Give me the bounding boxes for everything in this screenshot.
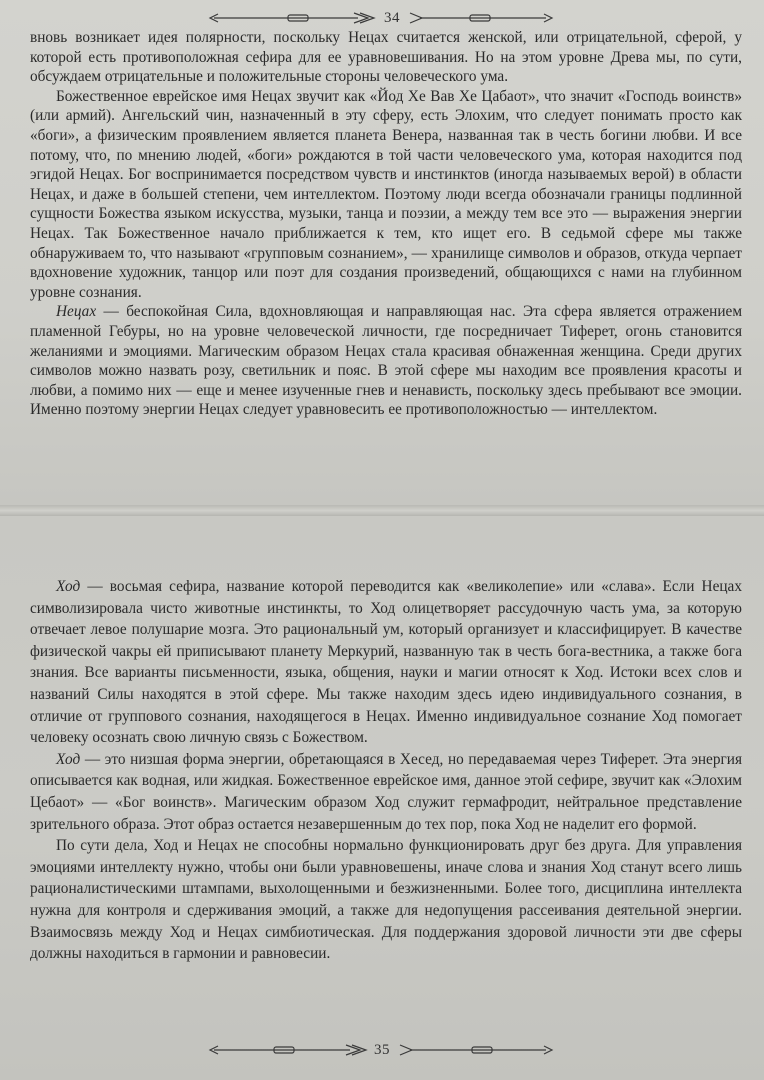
paragraph: Ход — это низшая форма энергии, обретающаяся в Хесед, но передаваемая через Тиферет. Эта энергия описывается как водная, или жидкая. Божественное еврейское имя, данное этой сефире, звучит как «Элохим Цебаот» — «Бог воинств». Магическим образом Ход служит гермафродит, нейтральное представление зрительного образа. Этот образ остается незавершенным до тех пор, пока Ход не наделит его формой. (30, 750, 742, 833)
paragraph-lead-term: Ход (56, 750, 81, 768)
page-number: 35 (374, 1041, 390, 1058)
paragraph: вновь возникает идея полярности, поскольку Нецах считается женской, или отрицательной, сферой, у которой есть противоположная сефира для ее уравновешивания. Но на этом уровне Древа мы, по сути, обсуждаем отрицательные и положительные стороны человеческого ума. (30, 29, 742, 86)
page-number-ornament-bottom (0, 1038, 764, 1062)
page-number: 34 (384, 9, 400, 26)
ornament-left-icon (208, 1043, 368, 1057)
ornament-left-icon (208, 11, 378, 25)
page-34-body (30, 28, 742, 420)
page-number-ornament-top (0, 6, 764, 30)
ornament-right-icon (396, 1043, 556, 1057)
paragraph: По сути дела, Ход и Нецах не способны нормально функционировать друг без друга. Для управления эмоциями интеллекту нужно, чтобы они были уравновешены, иначе слова и знания Ход станут всего лишь рационалистическими штампами, выхолощенными и безжизненными. Более того, дисциплина интеллекта нужна для контроля и сдерживания эмоций, а также для недопущения рассеивания деятельной энергии. Взаимосвязь между Ход и Нецах симбиотическая. Для поддержания здоровой личности эти две сферы должны находиться в гармонии и равновесии. (30, 837, 742, 963)
paragraph-lead-term: Нецах (56, 303, 97, 321)
page-gap (0, 505, 764, 516)
ornament-right-icon (406, 11, 556, 25)
paragraph: Ход — восьмая сефира, название которой переводится как «великолепие» или «слава». Если Нецах символизировала чисто животные инстинкты, то Ход олицетворяет рассудочную часть ума, за которую отвечает левое полушарие мозга. Это рациональный ум, который организует и классифицирует. В качестве физической чакры ей приписывают планету Меркурий, названную так в честь бога-вестника, а также бога знания. Все варианты письменности, языка, общения, науки и магии относят к Ход. Истоки всех слов и названий Силы находятся в этой сфере. Мы также находим здесь идею индивидуального сознания, в отличие от группового сознания, находящегося в Нецах. Именно индивидуальное сознание Ход помогает человеку осознать свою личную связь с Божеством. (30, 578, 742, 747)
paragraph: Нецах — беспокойная Сила, вдохновляющая и направляющая нас. Эта сфера является отражением пламенной Гебуры, но на уровне человеческой личности, где посредничает Тиферет, огонь становится желаниями и эмоциями. Магическим образом Нецах стала красивая обнаженная женщина. Среди других символов можно назвать розу, светильник и пояс. В этой сфере мы находим все проявления красоты и любви, а помимо них — еще и менее изученные гнев и ненависть, поскольку здесь пребывают все эмоции. Именно поэтому энергии Нецах следует уравновесить ее противоположностью — интеллектом. (30, 303, 742, 419)
page-35-body (30, 576, 742, 965)
paragraph-lead-term: Ход (56, 578, 81, 595)
paragraph: Божественное еврейское имя Нецах звучит как «Йод Хе Вав Хе Цабаот», что значит «Господь воинств» (или армий). Ангельский чин, назначенный в эту сферу, есть Элохим, что следует понимать просто как «боги», а физическим проявлением является планета Венера, названная так в честь богини любви. И все потому, что, по мнению людей, «боги» рождаются в той части человеческого ума, которая находится под эгидой Нецах. Бог воспринимается посредством чувств и инстинктов (иногда называемых верой) в области Нецах, и даже в большей степени, чем интеллектом. Поэтому люди всегда обозначали границы подлинной сущности Божества языком искусства, музыки, танца и поэзии, а между тем все это — выражения энергии Нецах. Так Божественное начало приближается к тем, кто ищет его. В седьмой сфере мы также обнаруживаем то, что называют «групповым сознанием», — хранилище символов и образов, откуда черпает вдохновение художник, танцор или поэт для создания произведений, общающихся с нами на глубинном уровне сознания. (30, 87, 742, 301)
